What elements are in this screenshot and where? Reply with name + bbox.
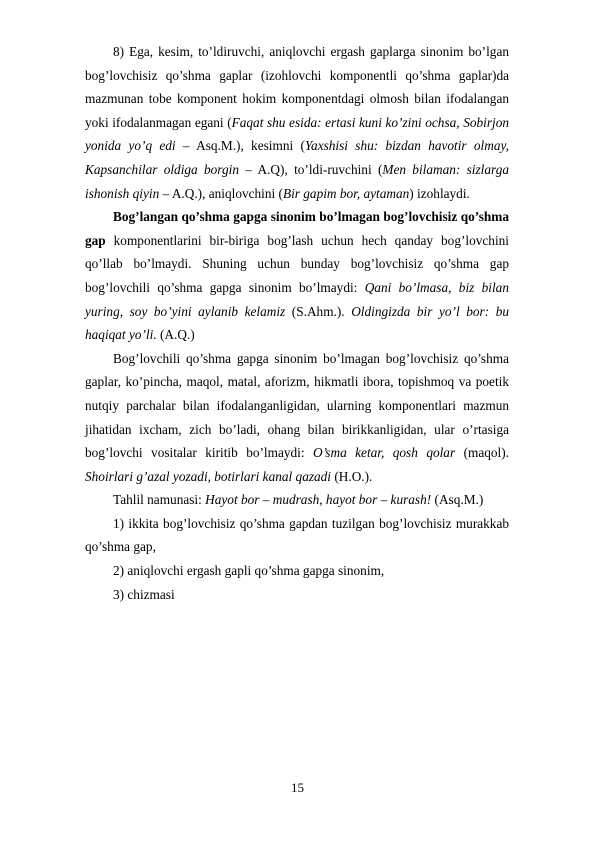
text-run: 1) ikkita bog’lovchisiz qo’shma gapdan tuzilgan bog’lovchisiz murakkab qo’shma gap, — [85, 515, 509, 555]
text-run: (A.Q.) — [156, 327, 195, 343]
text-run: ) izohlaydi. — [409, 185, 470, 201]
text-run: (Asq.M.) — [431, 492, 484, 508]
italic-example-text: Yaxshisi shu: bizdan havotir olmay, Kapsanchilar oldiga borgin — [85, 138, 509, 177]
italic-example-text: Oldingizda bir yo’l bor: bu haqiqat yo’li. — [85, 303, 509, 343]
paragraph-8-ega-kesim — [85, 40, 509, 205]
text-run: Tahlil namunasi: — [113, 492, 206, 508]
text-run: (S.Ahm.). — [285, 303, 352, 319]
text-run: (H.O.). — [331, 468, 373, 484]
page-number: 15 — [291, 780, 304, 795]
text-run: – A.Q.), aniqlovchini ( — [159, 185, 283, 201]
italic-example-text: Bir gapim bor, aytaman — [282, 185, 410, 201]
italic-example-text: Hayot bor – mudrash, hayot bor – kurash! — [205, 492, 432, 508]
italic-example-text: O’sma ketar, qosh qolar — [312, 445, 456, 461]
italic-example-text: Faqat shu esida: ertasi kuni ko’zini ochsa, Sobirjon yonida yo’q edi — [85, 114, 509, 154]
list-item-2 — [85, 559, 509, 583]
text-run: 8) Ega, kesim, to’ldiruvchi, aniqlovchi ergash gaplarga sinonim bo’lgan bog’lovchisiz qo’shma gaplar (izohlovchi komponentli qo’shma gaplar)da mazmunan tobe komponent hokim komponentdagi olmosh bilan ifodalangan yoki ifodalanmagan egani ( — [85, 44, 509, 130]
italic-example-text: Qani bo’lmasa, biz bilan yuring, soy bo’yini aylanib kelamiz — [85, 279, 509, 319]
italic-example-text: Men bilaman: sizlarga ishonish qiyin — [85, 161, 509, 201]
paragraph-tahlil-namunasi — [85, 488, 509, 512]
list-item-1 — [85, 512, 509, 559]
paragraph-boglovchili-qoshma-gap — [85, 347, 509, 489]
text-run: – Asq.M.), kesimni ( — [175, 138, 305, 154]
paragraph-boglangan-qoshma-gap — [85, 205, 509, 347]
italic-example-text: Shoirlari g’azal yozadi, botirlari kanal qazadi — [85, 468, 332, 484]
text-run: (maqol). — [455, 445, 509, 461]
text-run: – A.Q), to’ldi-ruvchini ( — [238, 161, 383, 177]
text-run: komponentlarini bir-biriga bog’lash uchun hech qanday bog’lovchini qo’llab bo’lmaydi. Shuning uchun bunday bog’lovchisiz qo’shma gap bog’lovchili qo’shma gapga sinonim bo’lmaydi: — [85, 232, 509, 295]
text-run: 3) chizmasi — [113, 586, 175, 602]
body-text — [85, 40, 509, 606]
bold-term-text: Bog’langan qo’shma gapga sinonim bo’lmagan bog’lovchisiz qo’shma gap — [85, 209, 509, 248]
text-run: 2) aniqlovchi ergash gapli qo’shma gapga sinonim, — [113, 563, 385, 579]
list-item-3 — [85, 583, 509, 607]
text-run: Bog’lovchili qo’shma gapga sinonim bo’lmagan bog’lovchisiz qo’shma gaplar, ko’pincha, maqol, matal, aforizm, hikmatli ibora, topishmoq va poetik nutqiy parchalar bilan ifodalanganligidan, ularning komponentlari mazmun jihatidan ixcham, zich bo’ladi, ohang bilan birikkanligidan, ular o’rtasiga bog’lovchi vositalar kiritib bo’lmaydi: — [85, 350, 509, 461]
